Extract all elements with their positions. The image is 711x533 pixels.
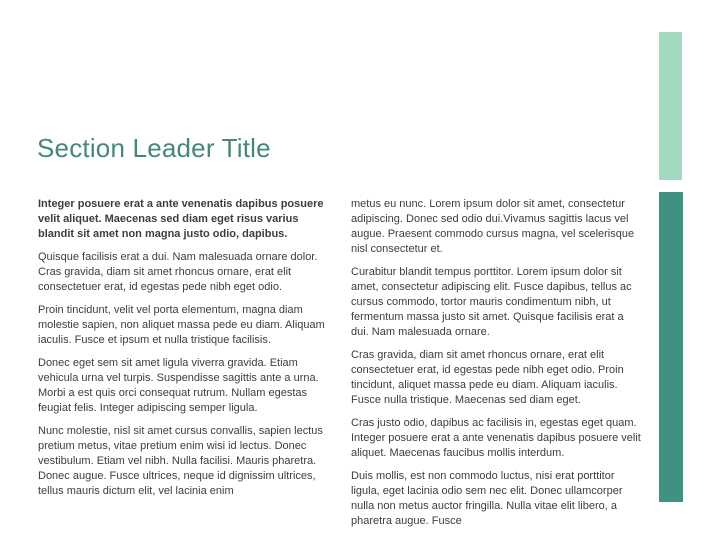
- accent-bar-bottom: [659, 192, 683, 502]
- body-paragraph: Curabitur blandit tempus porttitor. Lorem ipsum dolor sit amet, consectetur adipiscing elit. Fusce dapibus, tellus ac cursus commodo, tortor mauris condimentum nibh, ut fermentum massa justo sit amet. Quisque facilisis erat a dui. Nam malesuada ornare.: [351, 266, 632, 338]
- body-paragraph: Donec eget sem sit amet ligula viverra gravida. Etiam vehicula urna vel turpis. Suspendisse sagittis ante a urna. Morbi a est quis orci consequat rutrum. Nullam egestas feugiat felis. Integer adipiscing semper ligula.: [38, 357, 319, 414]
- body-paragraph: metus eu nunc. Lorem ipsum dolor sit amet, consectetur adipiscing. Donec sed odio dui.Vivamus sagittis lacus vel augue. Praesent commodo cursus magna, vel scelerisque nisl consectetur et.: [351, 198, 635, 255]
- page-title: Section Leader Title: [37, 133, 271, 163]
- body-paragraph: Cras justo odio, dapibus ac facilisis in, egestas eget quam. Integer posuere erat a ante venenatis dapibus posuere velit aliquet. Maecenas faucibus mollis interdum.: [351, 417, 641, 459]
- right-column: [351, 197, 644, 533]
- body-paragraph: Duis mollis, est non commodo luctus, nisi erat porttitor ligula, eget lacinia odio sem nec elit. Donec ullamcorper nulla non metus auctor fringilla. Nulla vitae elit libero, a pharetra augue. Fusce: [351, 470, 623, 527]
- body-paragraph: Cras gravida, diam sit amet rhoncus ornare, erat elit consectetuer erat, id egestas pede nibh eget odio. Proin tincidunt, aliquet massa pede eu diam. Aliquam iaculis. Fusce nulla tristique. Maecenas sed diam eget.: [351, 349, 624, 406]
- body-paragraph: Quisque facilisis erat a dui. Nam malesuada ornare dolor. Cras gravida, diam sit amet rhoncus ornare, erat elit consectetuer erat, id egestas pede nibh eget odio.: [38, 251, 318, 293]
- body-paragraph: Nunc molestie, nisl sit amet cursus convallis, sapien lectus pretium metus, vitae pretium enim wisi id lectus. Donec vestibulum. Etiam vel nibh. Nulla facilisi. Mauris pharetra. Donec augue. Fusce ultrices, neque id dignissim ultrices, tellus mauris dictum elit, vel lacinia enim: [38, 425, 323, 497]
- body-paragraph: Proin tincidunt, velit vel porta elementum, magna diam molestie sapien, non aliquet massa pede eu diam. Aliquam iaculis. Fusce et ipsum et nulla tristique facilisis.: [38, 304, 325, 346]
- lead-paragraph: Integer posuere erat a ante venenatis dapibus posuere velit aliquet. Maecenas sed diam eget risus varius blandit sit amet non magna justo odio, dapibus.: [38, 198, 324, 240]
- left-column: [38, 197, 331, 533]
- body-columns: [38, 197, 642, 533]
- accent-bar-top: [659, 32, 682, 180]
